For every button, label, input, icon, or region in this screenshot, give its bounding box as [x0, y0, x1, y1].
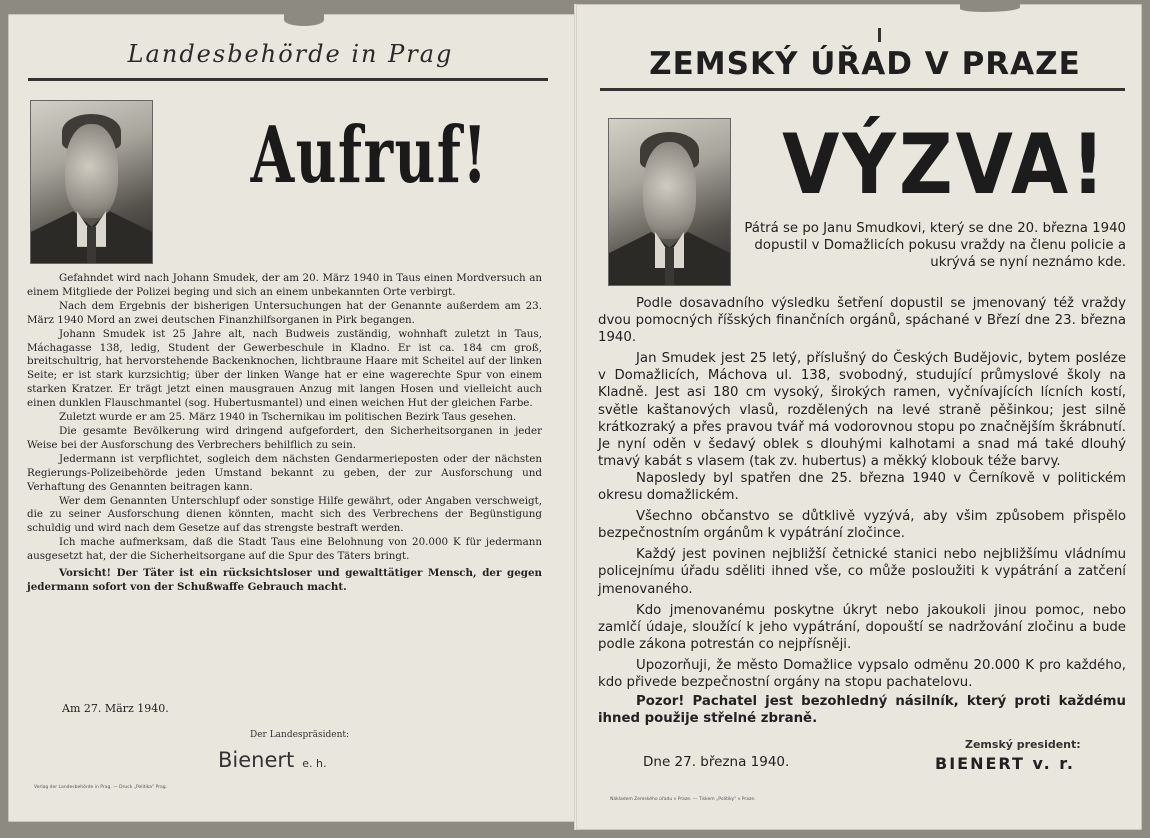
- german-paragraph: Zuletzt wurde er am 25. März 1940 in Tschernikau im politischen Bezirk Taus gesehen.: [59, 411, 517, 424]
- german-paragraph: Jedermann ist verpflichtet, sogleich dem nächsten Gendarmerieposten oder der nächsten Regierungs-Polizeibehörde jeden Umstand bekannt zu geben, der zur Ausforschung und Verhaftung des Genannten beitragen kann.: [27, 452, 542, 493]
- suspect-photo: [30, 100, 153, 264]
- german-signature: [218, 748, 327, 772]
- czech-heading-rule: [600, 88, 1125, 91]
- german-heading-rule: [28, 78, 548, 81]
- czech-signature: BIENERT v. r.: [935, 754, 1075, 773]
- german-authority-heading: Landesbehörde in Prag: [127, 40, 454, 68]
- german-paragraph: Wer dem Genannten Unterschlupf oder sonstige Hilfe gewährt, oder Angaben verschweigt, die zu seiner Ausforschung dienen könnten, macht sich des Verbrechens der Begünstigung schuldig und wird nach dem Gesetze auf das strengste bestraft werden.: [27, 494, 542, 535]
- german-paragraph: Nach dem Ergebnis der bisherigen Untersuchungen hat der Genannte außerdem am 23. März 1940 Mord an zwei deutschen Finanzhilfsorganen in Pirk begangen.: [27, 299, 542, 326]
- center-fold: [574, 4, 577, 830]
- czech-warning: Pozor! Pachatel jest bezohledný násilník, který proti každému ihned použije střelné zbraně.: [598, 694, 1126, 727]
- german-signature-name: Bienert: [218, 748, 295, 772]
- german-president-title: Der Landespräsident:: [250, 730, 350, 740]
- german-headline: Aufruf!: [250, 110, 489, 201]
- czech-paragraph: Upozorňuji, že město Domažlice vypsalo odměnu 20.000 K pro každého, kdo přivede bezpečnostní orgány na stopu pachatelovu.: [598, 657, 1126, 690]
- german-paragraph: Ich mache aufmerksam, daß die Stadt Taus eine Belohnung von 20.000 K für jedermann ausgesetzt hat, der die Sicherheitsorgane auf die Spur des Täters bringt.: [27, 536, 542, 563]
- czech-paragraph: Jan Smudek jest 25 letý, příslušný do Českých Budějovic, bytem posléze v Domažlicích, Máchova ul. 138, svobodný, studující průmyslové školy na Kladně. Jest asi 180 cm vysoký, širokých ramen, vyčnívajících lícních kostí, světle kaštanových vlasů, rozdělených na levé straně pěšinkou; jest silně krátkozraký a přes pravou tvář má vodorovnou stopu po značnějším škrábnutí. Je nyní oděn v šedavý oblek s dlouhými kalhotami a snad má také dlouhý tmavý kabát s vlasem (tak zv. hubertus) a měkký klobouk téže barvy.: [598, 351, 1126, 469]
- german-body: [27, 272, 542, 595]
- german-date: Am 27. März 1940.: [62, 702, 169, 715]
- czech-paragraph: Naposledy byl spatřen dne 25. března 1940 v Černíkově v politickém okresu domažlickém.: [598, 470, 1126, 504]
- german-paragraph: Johann Smudek ist 25 Jahre alt, nach Budweis zuständig, wohnhaft zuletzt in Taus, Máchagasse 138, ledig, Student der Gewerbeschule in Kladno. Er ist ca. 184 cm groß, breitschultrig, hat hervorstehende Backenknochen, lichtbraune Haare mit Scheitel auf der linken Seite; er ist stark kurzsichtig; über der linken Wange hat er eine wagerechte Spur von einem starken Kratzer. Er trägt jetzt einen mausgrauen Anzug mit langen Hosen und vielleicht auch einen dunklen Flauschmantel (sog. Hubertusmantel) und einen weichen Hut der gleichen Farbe.: [27, 327, 542, 410]
- czech-president-title: Zemský president:: [965, 738, 1081, 751]
- czech-date: Dne 27. března 1940.: [643, 754, 790, 770]
- czech-authority-heading: ZEMSKÝ ÚŘAD V PRAZE: [649, 46, 1081, 82]
- german-warning: Vorsicht! Der Täter ist ein rücksichtsloser und gewalttätiger Mensch, der gegen jedermann sofort von der Schußwaffe Gebrauch macht.: [27, 567, 542, 593]
- german-paragraph: Gefahndet wird nach Johann Smudek, der am 20. März 1940 in Taus einen Mordversuch an einem Mitgliede der Polizei beging und sich an einem unbekannten Orte verbirgt.: [27, 272, 542, 298]
- czech-paragraph: Podle dosavadního výsledku šetření dopustil se jmenovaný též vraždy dvou pomocných říšských finančních orgánů, spáchané v Březí dne 23. března 1940.: [598, 296, 1126, 346]
- czech-body: [598, 295, 1126, 731]
- fold-mark: [878, 28, 881, 42]
- german-printer-note: Verlag der Landesbehörde in Prag. — Druck „Politika" Prag.: [34, 785, 168, 790]
- czech-paragraph: Každý jest povinen nejbližší četnické stanici nebo nejbližšímu vládnímu policejnímu úřadu sděliti ihned vše, co může posloužiti k vypátrání a zatčení jmenovaného.: [598, 547, 1126, 597]
- czech-paragraph: Všechno občanstvo se důtklivě vyzývá, aby všim způsobem přispělo bezpečnostním orgánům k vypátrání zločince.: [598, 509, 1126, 542]
- german-signature-suffix: e. h.: [302, 757, 327, 770]
- german-paragraph: Die gesamte Bevölkerung wird dringend aufgefordert, den Sicherheitsorganen in jeder Weise bei der Ausforschung des Verbrechers behilflich zu sein.: [27, 424, 542, 451]
- czech-printer-note: Nákladem Zemského úřadu v Praze. — Tiskem „Politiky" v Praze.: [610, 797, 756, 802]
- czech-headline: VÝZVA!: [782, 116, 1108, 214]
- czech-intro: Pátrá se po Janu Smudkovi, který se dne 20. března 1940 dopustil v Domažlicích pokusu vraždy na členu policie a ukrývá se nyní neznámo kde.: [744, 221, 1126, 270]
- paper-tear: [284, 14, 324, 26]
- czech-paragraph: Kdo jmenovanému poskytne úkryt nebo jakoukoli jinou pomoc, nebo zamlčí údaje, sloužící k jeho vypátrání, dopouští se nadržování zločinu a bude podle zákona potrestán co nejpřísněji.: [598, 602, 1126, 652]
- suspect-photo: [608, 118, 731, 286]
